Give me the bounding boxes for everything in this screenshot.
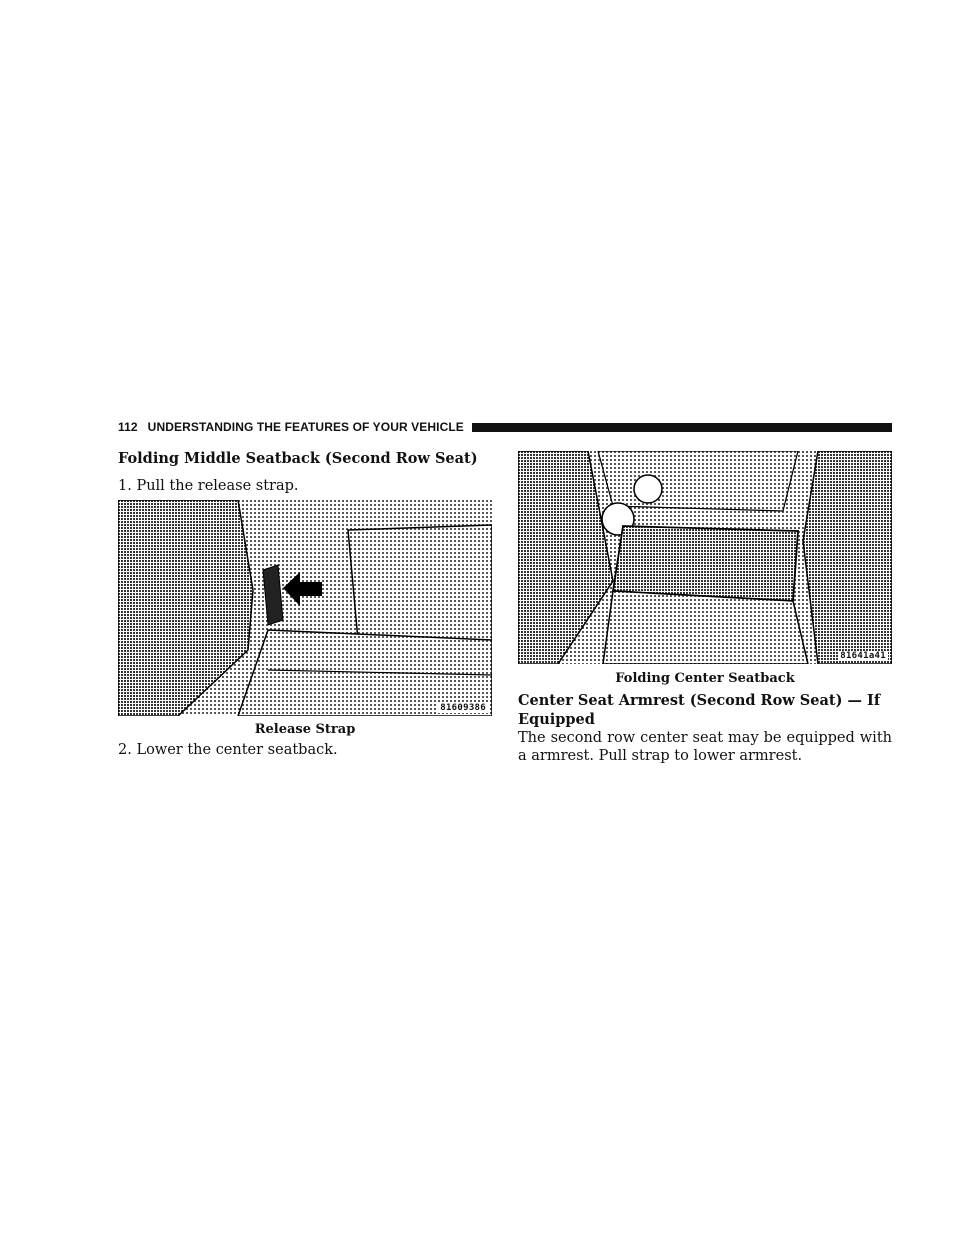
folding-center-seatback-figure	[518, 451, 892, 664]
folding-center-seatback-illustration	[518, 451, 892, 664]
release-strap-figure	[118, 500, 492, 716]
caption-folding-center-seatback: Folding Center Seatback	[615, 671, 795, 686]
page-number: 112	[118, 420, 138, 434]
caption-release-strap: Release Strap	[254, 722, 356, 737]
header-rule	[472, 423, 892, 432]
step-1-text: 1. Pull the release strap.	[118, 478, 299, 494]
step-2-text: 2. Lower the center seatback.	[118, 742, 338, 758]
section-title: UNDERSTANDING THE FEATURES OF YOUR VEHICLE	[147, 420, 464, 434]
page-header	[118, 419, 892, 435]
figure-code-1: 81609386	[440, 703, 486, 713]
release-strap-illustration	[118, 500, 492, 716]
figure-code-2: 81641a41	[840, 651, 886, 661]
heading-folding-middle-seatback: Folding Middle Seatback (Second Row Seat)	[118, 450, 478, 467]
armrest-paragraph: The second row center seat may be equipped with a armrest. Pull strap to lower armrest.	[518, 730, 892, 764]
heading-center-seat-armrest: Center Seat Armrest (Second Row Seat) — If Equipped	[518, 692, 881, 728]
